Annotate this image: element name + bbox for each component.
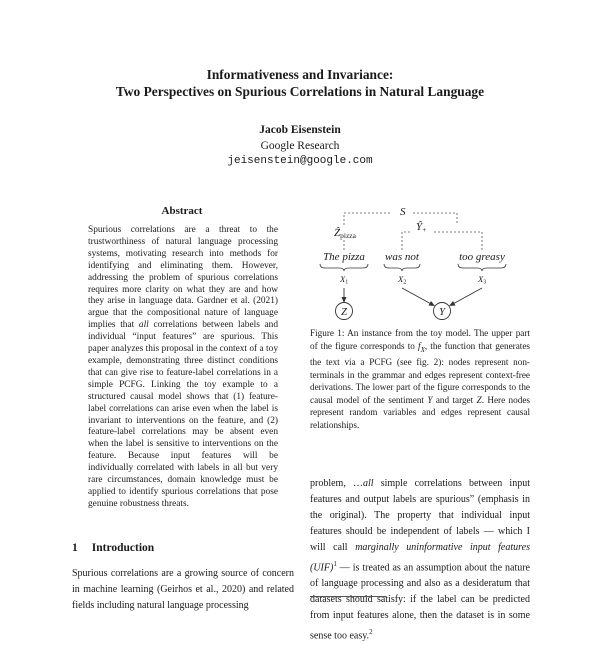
edge-X3-Y — [451, 288, 482, 305]
node-S: S — [400, 206, 406, 218]
footnote-marker-1: 1 — [333, 560, 337, 568]
footnote-rule — [310, 596, 386, 597]
figure-1-diagram — [306, 200, 528, 330]
abstract-heading: Abstract — [161, 205, 203, 217]
node-Z-hat-subscript: pizza — [340, 231, 356, 240]
title-line-1: Informativeness and Invariance: — [206, 67, 394, 82]
author-block — [150, 123, 450, 170]
right-column-body — [310, 476, 530, 645]
footnote-marker-2: 2 — [369, 628, 373, 637]
abstract-paragraph — [88, 225, 278, 511]
node-Z-hat — [334, 227, 357, 240]
right-emphasis-2: marginally uninformative input features (UIF) — [310, 542, 530, 574]
label-X3 — [477, 274, 486, 286]
caption-Y: Y — [427, 394, 433, 405]
caption-fx: f — [418, 340, 421, 351]
edge-X2-Y — [402, 288, 433, 305]
label-X1-symbol: X — [340, 274, 346, 284]
right-text-3: — is treated as an assumption about the nature of language processing and also as a desideratum that datasets should satisfy: if the label can be predicted from input features alone, then the dataset is in some sense too easy. — [310, 562, 530, 642]
underbrace-X2 — [384, 264, 420, 271]
word-was-not: was not — [385, 251, 419, 263]
word-the-pizza: The pizza — [323, 251, 365, 263]
label-X3-subscript: 3 — [483, 279, 487, 286]
label-X2-subscript: 2 — [403, 279, 407, 286]
paper-title — [60, 66, 540, 100]
edge-S-Zhat — [344, 213, 391, 225]
caption-text-4: . Here nodes represent random variables and edges represent causal relationships. — [310, 394, 530, 430]
node-Y-hat-symbol: Ŷ — [416, 221, 423, 233]
label-X1-subscript: 1 — [345, 279, 349, 286]
underbrace-X1 — [320, 264, 368, 271]
introduction-paragraph: Spurious correlations are a growing source of concern in machine learning (Geirhos et al., 2020) and related fields including natural language processing — [72, 568, 294, 611]
caption-Z: Z — [476, 394, 482, 405]
caption-paragraph — [310, 327, 530, 432]
section-number: 1 — [72, 542, 78, 554]
right-text-1: problem, … — [310, 478, 363, 489]
label-X2-symbol: X — [398, 274, 404, 284]
caption-text-1: Figure 1: An instance from the toy model. The upper part of the figure corresponds to — [310, 328, 530, 351]
caption-fx-subscript: X — [420, 345, 425, 354]
node-Y-label: Y — [439, 307, 445, 318]
node-Z-label: Z — [341, 307, 347, 318]
caption-text-3: and target — [432, 394, 477, 405]
introduction-body — [72, 566, 294, 614]
right-emphasis-1: all — [363, 478, 374, 489]
node-Z-hat-symbol: Ẑ — [334, 227, 341, 239]
underbrace-X3 — [458, 264, 506, 271]
author-name: Jacob Eisenstein — [259, 124, 341, 136]
abstract-text-2: correlations between labels and individual “input features” are spurious. This paper analyzes this proposal in the context of a toy example, demonstrating three distinct conditions that can give rise to feature-label correlations in a simple PCFG. Linking the toy example to a structured causal model shows that (1) feature-label correlations can arise even when the label is invariant to interventions on the feature, and (2) feature-label correlations may be absent even when the label is sensitive to interventions on the feature. Because input features will be individually correlated with labels in all but very rare circumstances, domain knowledge must be applied to identify spurious correlations that pose genuine robustness threats. — [88, 320, 278, 509]
author-affiliation: Google Research — [260, 139, 340, 152]
word-too-greasy: too greasy — [459, 251, 505, 263]
author-email: jeisenstein@google.com — [227, 155, 373, 167]
label-X3-symbol: X — [478, 274, 484, 284]
abstract-body — [88, 225, 278, 511]
edge-Yhat-wasnot — [402, 232, 412, 250]
caption-text-2: , the function that generates the text via a PCFG (see fig. 2): nodes represent non-terminals in the grammar and edges represent context-free derivations. The lower part of the figure corresponds to the causal model of the sentiment — [310, 340, 530, 405]
figure-1 — [306, 200, 528, 330]
section-heading-introduction — [72, 542, 154, 554]
edge-Yhat-toogreasy — [434, 232, 482, 250]
figure-1-caption — [310, 327, 530, 432]
title-line-2: Two Perspectives on Spurious Correlations in Natural Language — [115, 84, 485, 99]
label-X2 — [397, 274, 406, 286]
right-text-2: simple correlations between input features and output labels are spurious” (emphasis in the original). The property that individual input features should be independent of labels — which I will call — [310, 478, 530, 553]
label-X1 — [339, 274, 348, 286]
abstract-text-1: Spurious correlations are a threat to the trustworthiness of natural language processing systems, motivating research into methods for identifying and eliminating them. However, addressing the problem of spurious correlations requires more clarity on what they are and how they arise in language data. Gardner et al. (2021) argue that the compositional nature of language implies that — [88, 225, 278, 331]
right-column-paragraph — [310, 476, 530, 645]
abstract-emphasis: all — [138, 320, 149, 331]
section-title: Introduction — [91, 542, 155, 554]
node-Y-hat-subscript: + — [422, 225, 427, 234]
node-Y-hat — [416, 221, 426, 234]
